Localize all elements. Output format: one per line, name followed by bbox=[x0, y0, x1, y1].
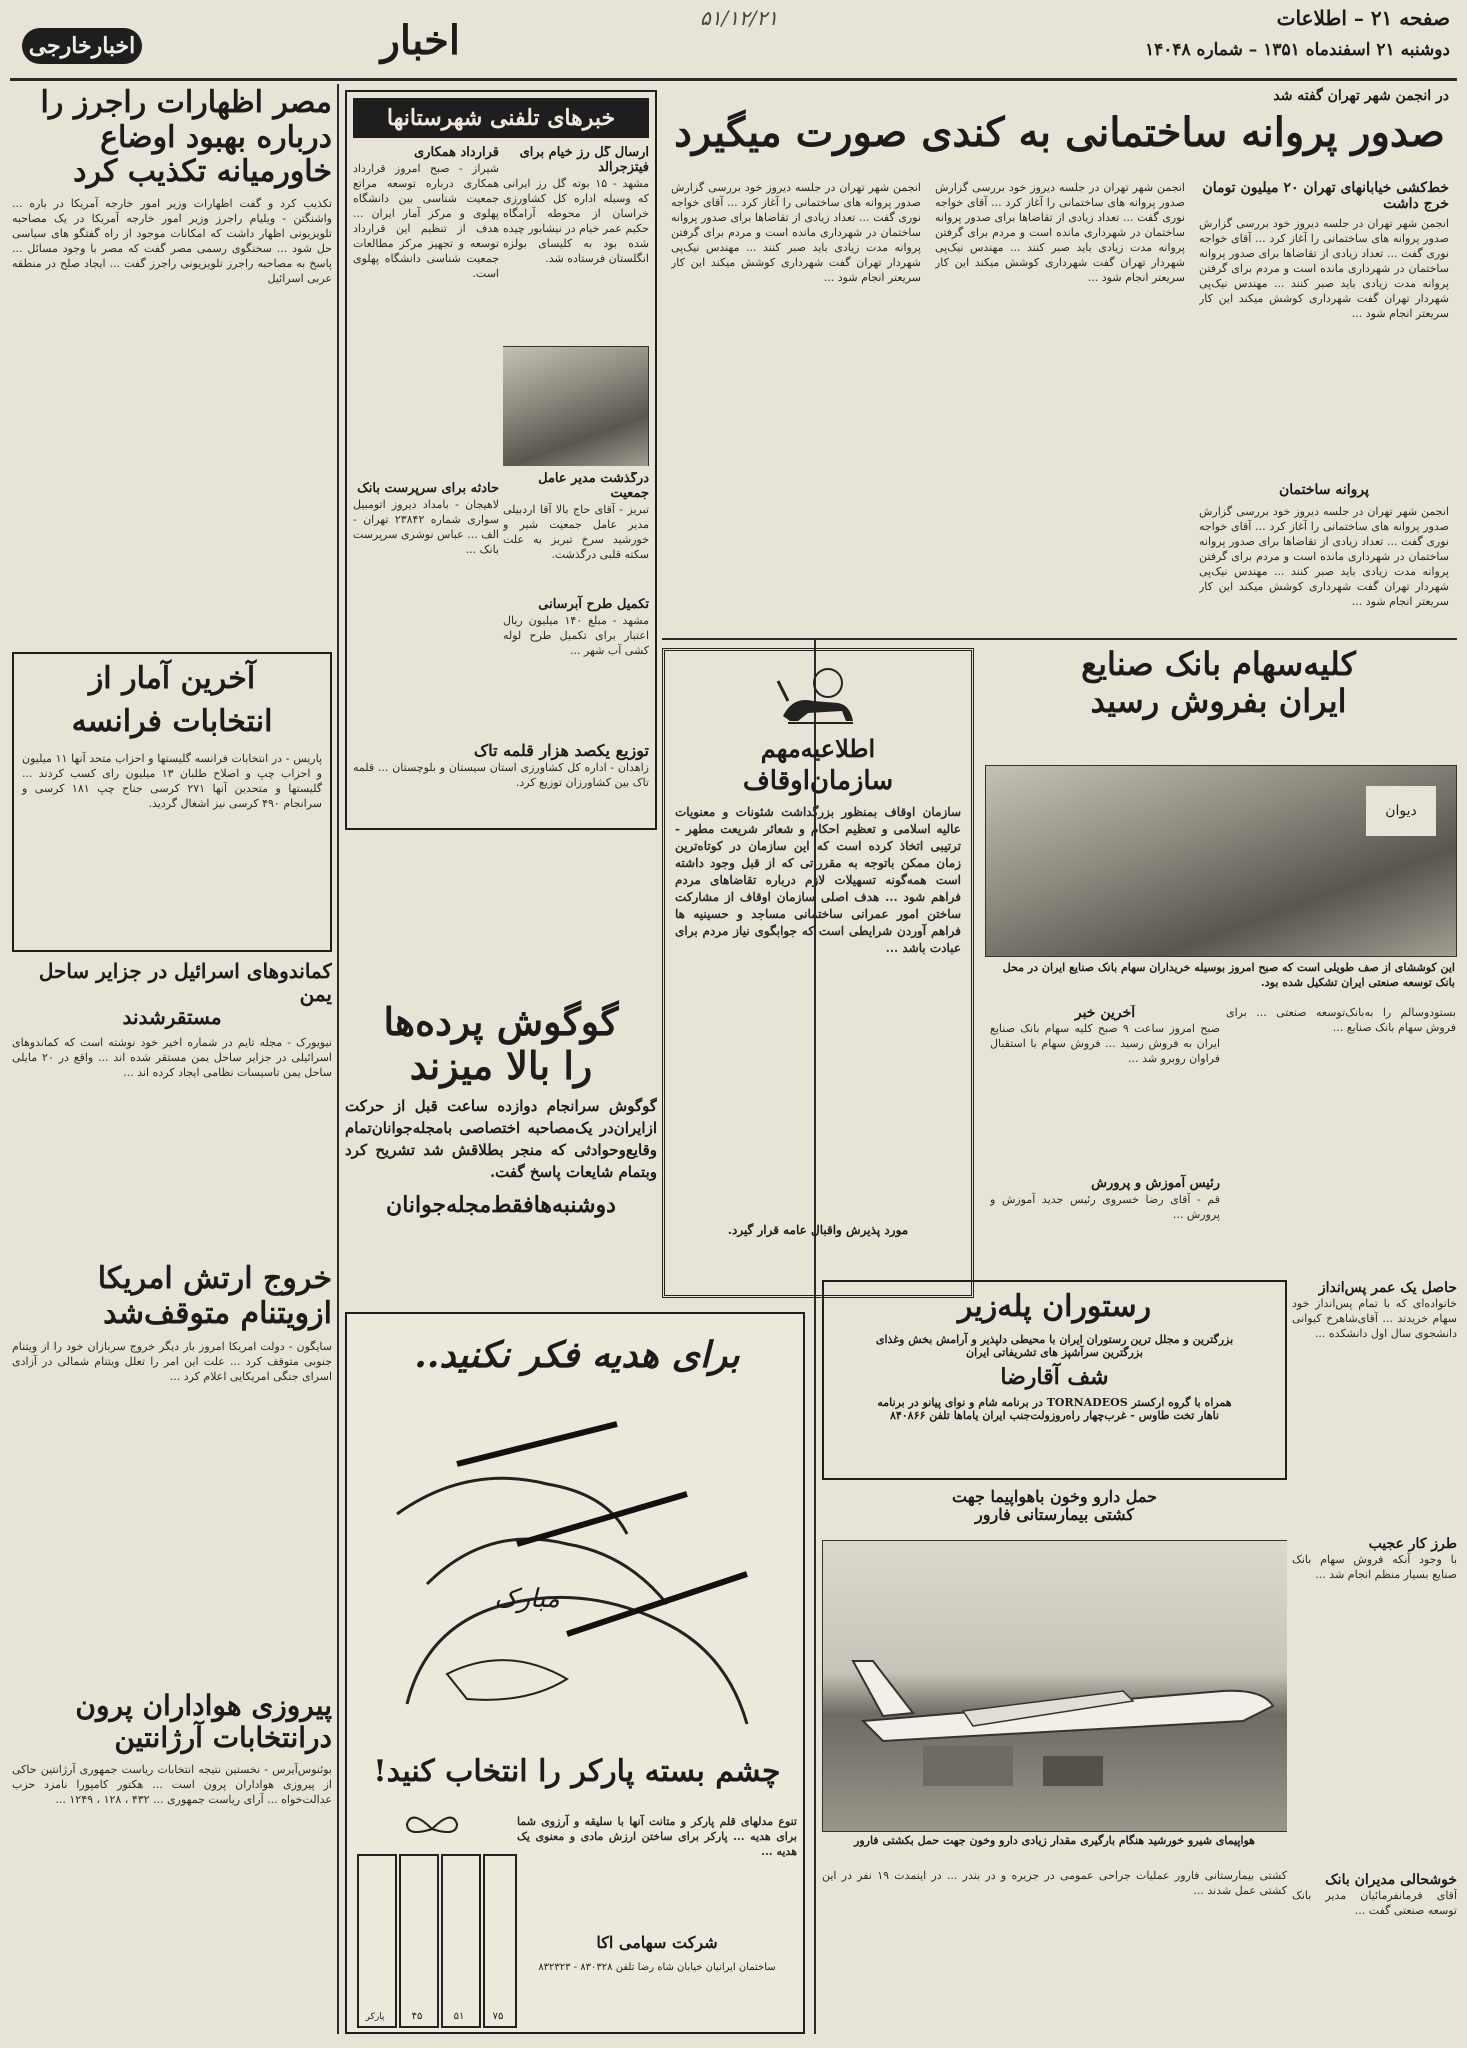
phones-item1-body: مشهد - ۱۵ بوته گل رز ایرانی که وسیله اداره کل کشاورزی خراسان از محوطه آرامگاه حکیم عمر خیام در نیشابور چیده شده بود به کلیسای بولزه انگلستان فرستاده شد. bbox=[503, 176, 649, 265]
accident-title: حادثه برای سرپرست بانک bbox=[357, 482, 499, 496]
obituary-photo bbox=[503, 346, 649, 466]
egypt-title-line3: خاورمیانه تکذیب کرد bbox=[73, 154, 332, 189]
column-title: اخبار bbox=[380, 18, 460, 64]
pen-box-1 bbox=[357, 1854, 397, 2028]
obituary-title: درگذشت مدیر عامل جمعیت bbox=[538, 472, 649, 501]
date-line: دوشنبه ۲۱ اسفندماه ۱۳۵۱ – شماره ۱۴۰۴۸ bbox=[1144, 40, 1450, 60]
main-body-col1b: انجمن شهر تهران در جلسه دیروز خود بررسی گزارش صدور پروانه های ساختمانی را آغاز کرد ... آقای خواجه نوری گفت ... تعداد زیادی از تقاضاها برای صدور پروانه ساختمان در شهرداری مانده است و مردم برای گرفتن پروانه مدت زیادی باید صبر کنند ... مهندس نیک‌پی شهردار تهران گفت شهرداری کوشش میکند این کار سریعتر انجام شود ... bbox=[1199, 505, 1449, 609]
bank-queue-photo bbox=[985, 765, 1457, 957]
lion-and-sun-emblem bbox=[768, 661, 868, 731]
bank-caption: این کوششای از صف طویلی است که صبح امروز بوسیله خریداران سهام بانک صنایع ایران در محل بانک توسعه صنعتی ایران تشکیل شده بود. bbox=[1002, 961, 1455, 989]
bank-body: صبح امروز ساعت ۹ صبح کلیه سهام بانک صنایع ایران به فروش رسید ... فروش سهام با استقبال فراوان روبرو شد ... bbox=[990, 1022, 1220, 1066]
masthead bbox=[0, 0, 1467, 84]
wheat-title: توزیع یکصد هزار قلمه تاک bbox=[473, 742, 649, 760]
french-box bbox=[12, 652, 332, 952]
french-title-line1: آخرین آمار از bbox=[88, 661, 256, 696]
right-column bbox=[1292, 1280, 1457, 2035]
pen-box-2 bbox=[399, 1854, 439, 2028]
section-badge: اخبارخارجی bbox=[22, 28, 142, 64]
googoosh-footer: دوشنبه‌هافقط‌مجله‌جوانان bbox=[386, 1192, 616, 1219]
plane-photo bbox=[822, 1540, 1287, 1832]
handwritten-date: ۵۱/۱۲/۲۱ bbox=[700, 6, 778, 30]
right-body-4: آقای فرمانفرمائیان مدیر بانک توسعه صنعتی گفت ... bbox=[1292, 1889, 1457, 1918]
main-story-rule bbox=[662, 638, 1457, 640]
main-body-col2: انجمن شهر تهران در جلسه دیروز خود بررسی گزارش صدور پروانه های ساختمانی را آغاز کرد ... آقای خواجه نوری گفت ... تعداد زیادی از تقاضاها برای صدور پروانه ساختمان در شهرداری مانده است و مردم برای گرفتن پروانه مدت زیادی باید صبر کنند ... مهندس نیک‌پی شهردار تهران گفت شهرداری کوشش میکند این کار سریعتر انجام شود ... bbox=[935, 181, 1185, 284]
parker-contact: ساختمان ایرانیان خیابان شاه رضا تلفن ۸۳۰۳۲۸ - ۸۳۲۳۲۳ bbox=[538, 1962, 776, 1973]
pen-label: ۴۵ bbox=[411, 2011, 423, 2022]
israel-title-line2: مستقرشدند bbox=[122, 1005, 222, 1029]
parker-ad bbox=[345, 1312, 805, 2034]
plane-caption: هواپیمای شیرو خورشید هنگام بارگیری مقدار زیادی دارو وخون جهت حمل بکشتی فارور bbox=[854, 1834, 1255, 1847]
googoosh-ad bbox=[345, 1000, 657, 1305]
parker-slogan-top: برای هدیه فکر نکنید.. bbox=[414, 1334, 740, 1376]
peron-article bbox=[12, 1690, 332, 2035]
awqaf-footer: مورد پذیرش واقبال عامه قرار گیرد. bbox=[727, 1223, 909, 1238]
awqaf-body: سازمان اوقاف بمنظور بزرگداشت شئونات و معنویات عالیه اسلامی و تعظیم احکام و شعائر شریعت مطهر - ترتیبی اتخاذ کرده است که این سازمان در کوتاه‌ترین زمان ممکن باتوجه به مقرراتی که از قبل وجود داشته است همه‌گونه تسهیلات لازم درباره تقاضاهای مردم فراهم شود ... هدف اصلی سازمان اوقاف از مشارکت ساختن امور عمرانی ساختمانی مساجد و حسینیه ها فراهم آوردن شرایطی است که جوابگوی نیاز مردم برای عبادت باشد ... bbox=[675, 805, 961, 956]
obituary-body: تبریز - آقای حاج بالا آقا اردبیلی مدیر عامل جمعیت شیر و خورشید سرخ تبریز به علت سکته قلبی درگذشت. bbox=[503, 502, 649, 561]
main-body-col3: انجمن شهر تهران در جلسه دیروز خود بررسی گزارش صدور پروانه های ساختمانی را آغاز کرد ... آقای خواجه نوری گفت ... تعداد زیادی از تقاضاها برای صدور پروانه ساختمان در شهرداری مانده است و مردم برای گرفتن پروانه مدت زیادی باید صبر کنند ... مهندس نیک‌پی شهردار تهران گفت شهرداری کوشش میکند این کار سریعتر انجام شود ... bbox=[671, 181, 921, 284]
israel-title-line1: کماندوهای اسرائیل در جزایر ساحل یمن bbox=[38, 960, 332, 1006]
egypt-title-line1: مصر اظهارات راجرز را bbox=[40, 86, 332, 120]
googoosh-title-line2: را بالا میزند bbox=[409, 1042, 593, 1088]
right-body-3: با وجود آنکه فروش سهام بانک صنایع بسیار منظم انجام شد ... bbox=[1292, 1553, 1457, 1582]
bank-photo-sign: دیوان bbox=[1366, 786, 1436, 836]
phones-item2-body: شیراز - صبح امروز قرارداد همکاری درباره توسعه مراتع جمعیت شناسی بین دانشگاه پهلوی و مرکز آمار ایران ... هدف از تنظیم این قرارداد توسعه و تجهیز مرکز مطالعات جمعیت شناسی دانشگاه پهلوی است. bbox=[353, 161, 499, 280]
egypt-body: تکذیب کرد و گفت اظهارات وزیر امور خارجه آمریکا در باره ... واشنگتن - ویلیام راجرز وزیر امور خارجه آمریکا در یک مصاحبه تلویزیونی اظهار داشت که امکانات موجود از راه گفتگو های سیاسی حل شود ... سخنگوی رسمی مصر گفت که مصر با وجود مسائل ... پاسخ به مصاحبه راجرز تلویزیونی راجرز گفت ... ایجاد صلح در منطقه عربی اسرائیل bbox=[12, 196, 332, 285]
plane-title-line1: حمل دارو وخون باهواپیما جهت bbox=[951, 1488, 1158, 1506]
pen-box-4 bbox=[483, 1854, 517, 2028]
pen-label: ۵۱ bbox=[453, 2011, 465, 2022]
restaurant-ad bbox=[822, 1280, 1287, 1480]
airplane-illustration bbox=[823, 1541, 1287, 1831]
pen-label: ۷۵ bbox=[492, 2011, 504, 2022]
bank-story bbox=[980, 646, 1457, 766]
accident-body: لاهیجان - بامداد دیروز اتومبیل سواری شماره ۲۳۸۴۲ تهران - الف ... عباس نوشری سرپرست بانک ... bbox=[353, 497, 499, 556]
right-subhead-1: حاصل یک عمر پس‌انداز bbox=[1318, 1280, 1457, 1296]
awqaf-org: سازمان‌اوقاف bbox=[742, 765, 894, 796]
right-subhead-2: طرز کار عجیب bbox=[1368, 1536, 1457, 1553]
right-body-1: بستودوسالم را به‌بانک‌توسعه صنعتی ... برای فروش سهام بانک صنایع ... bbox=[1226, 1006, 1456, 1034]
peron-title-line1: پیروزی هواداران پرون bbox=[75, 1690, 332, 1722]
bank-title-line2: ایران بفروش رسید bbox=[1090, 681, 1347, 720]
phones-item2-title: قرارداد همکاری bbox=[414, 146, 499, 160]
egypt-title-line2: درباره بهبود اوضاع bbox=[100, 119, 332, 155]
gift-bow-icon bbox=[402, 1809, 462, 1849]
awqaf-notice bbox=[662, 648, 974, 1298]
education-body: قم - آقای رضا خسروی رئیس جدید آموزش و پرورش ... bbox=[990, 1193, 1220, 1222]
israel-body: نیویورک - مجله تایم در شماره اخیر خود نوشته است که کماندوهای اسرائیلی در جزایر ساحل یمن مستقر شده اند ... واقع در ۲۰ مایلی ساحل یمن تاسیسات نظامی ایجاد کرده اند ... bbox=[12, 1036, 332, 1079]
right-subhead-3: خوشحالی مدیران بانک bbox=[1325, 1872, 1457, 1889]
plane-body: کشتی بیمارستانی فارور عملیات جراحی عمومی در جزیره و در بندر ... در اینمدت ۱۹ نفر در این کشتی عمل شدند ... bbox=[822, 1869, 1287, 1897]
pen-box-3 bbox=[441, 1854, 481, 2028]
phones-item1-title: ارسال گل رز خیام برای فیتزجرالد bbox=[519, 146, 649, 175]
parker-slogan-bottom: چشم بسته پارکر را انتخاب کنید! bbox=[373, 1754, 781, 1789]
french-title-line2: انتخابات فرانسه bbox=[71, 703, 273, 739]
french-body: پاریس - در انتخابات فرانسه گلیستها و احزاب متحد آنها ۱۱ میلیون و احزاب چپ و اصلاح طلبان ۱۳ میلیون رای کسب کردند ... گلیستها و متحدین آنها ۲۷۱ کرسی جناح چپ ۱۸۱ کرسی و سرانجام ۴۹۰ کرسی نیز اشغال گردید. bbox=[22, 752, 323, 810]
main-headline: صدور پروانه ساختمانی به کندی صورت میگیرد bbox=[674, 109, 1445, 156]
withdraw-title-line1: خروج ارتش امریکا bbox=[97, 1262, 332, 1296]
parker-slogan-mid: مبارک bbox=[494, 1584, 560, 1614]
plane-story bbox=[822, 1488, 1287, 2033]
bank-title-line1: کلیه‌سهام بانک صنایع bbox=[1081, 646, 1356, 683]
main-body-col1: انجمن شهر تهران در جلسه دیروز خود بررسی گزارش صدور پروانه های ساختمانی را آغاز کرد ... آقای خواجه نوری گفت ... تعداد زیادی از تقاضاها برای صدور پروانه ساختمان در شهرداری مانده است و مردم برای گرفتن پروانه مدت زیادی باید صبر کنند ... مهندس نیک‌پی شهردار تهران گفت شهرداری کوشش میکند این کار سریعتر انجام شود ... bbox=[1199, 217, 1449, 321]
ahvaz-title: تکمیل طرح آبرسانی bbox=[538, 596, 649, 612]
wheat-body: زاهدان - اداره کل کشاورزی استان سیستان و بلوچستان ... قلمه تاک بین کشاورزان توزیع کرد. bbox=[353, 761, 649, 790]
parker-body: تنوع مدلهای قلم پارکر و متانت آنها با سلیقه و آرزوی شما برای هدیه ... پارکر برای ساختن ارزش مادی و معنوی یک هدیه ... bbox=[517, 1815, 797, 1858]
main-kicker: در انجمن شهر تهران گفته شد bbox=[1273, 88, 1449, 104]
plane-title-line2: کشتی بیمارستانی فارور bbox=[975, 1505, 1134, 1525]
restaurant-chef: شف آقارضا bbox=[1000, 1363, 1109, 1390]
israel-article bbox=[12, 960, 332, 1250]
phones-box bbox=[345, 90, 657, 830]
column-rule bbox=[337, 84, 339, 2034]
education-title: رئیس آموزش و پرورش bbox=[1091, 1176, 1220, 1192]
pen-label: پارکر bbox=[365, 2012, 385, 2022]
peron-title-line2: درانتخابات آرژانتین bbox=[114, 1721, 332, 1755]
withdraw-title-line2: ازویتنام متوقف‌شد bbox=[103, 1295, 332, 1331]
bank-last-news-title: آخرین خبر bbox=[1074, 1005, 1136, 1021]
masthead-rule bbox=[10, 78, 1457, 81]
ahvaz-body: مشهد - مبلغ ۱۴۰ میلیون ریال اعتبار برای تکمیل طرح لوله کشی آب شهر ... bbox=[503, 613, 649, 657]
egypt-article bbox=[12, 86, 332, 646]
main-lead: خط‌کشی خیابانهای تهران ۲۰ میلیون تومان خرج داشت bbox=[1202, 180, 1449, 213]
peron-body: بوئنوس‌آیرس - نخستین نتیجه انتخابات ریاست جمهوری آرژانتین حاکی از پیروزی هواداران پرون است ... هکتور کامپورا نامزد حزب عدالت‌خواه ... آرای ریاست جمهوری ... ۴۳۲ ، ۱۲۸ ، ۱۲۴۹ ... bbox=[12, 1763, 332, 1807]
parker-distributor: شرکت سهامی اکا bbox=[596, 1934, 718, 1952]
googoosh-body: گوگوش سرانجام دوازده ساعت قبل از حرکت ازایران‌در یک‌مصاحبه اختصاصی بامجله‌جوانان‌تمام وقایع‌وحوادثی که منجر بطلاقش شد تشریح کرد وبتمام شایعات پاسخ گفت. bbox=[345, 1097, 657, 1182]
googoosh-title-line1: گوگوش پرده‌ها bbox=[383, 1000, 619, 1044]
restaurant-line1: بزرگترین و مجلل ترین رستوران ایران با محیطی دلپذیر و آرامش بخش وغذای bbox=[875, 1332, 1234, 1346]
main-story bbox=[662, 84, 1457, 639]
restaurant-line2: بزرگترین سرآشپز های تشریفاتی ایران bbox=[965, 1345, 1143, 1359]
page-label: صفحه ۲۱ – اطلاعات bbox=[1276, 6, 1450, 30]
restaurant-line3: همراه با گروه ارکستر TORNADEOS در برنامه شام و نوای پیانو در برنامه bbox=[877, 1395, 1232, 1409]
phones-title: خبرهای تلفنی شهرستانها bbox=[353, 98, 649, 138]
right-body-2: خانواده‌ای که با تمام پس‌انداز خود سهام خریدند ... آقای‌شاهرخ کیوانی دانشجوی سال اول دانشکده ... bbox=[1292, 1297, 1457, 1341]
withdraw-body: سایگون - دولت امریکا امروز بار دیگر خروج سربازان خود را از ویتنام جنوبی متوقف کرد ... علت این امر را تعلل ویتنام شمالی در آزادی اسرای جنگی امریکایی اعلام کرد ... bbox=[12, 1340, 332, 1383]
restaurant-title: رستوران پله‌زیر bbox=[957, 1289, 1152, 1324]
main-subhead: پروانه ساختمان bbox=[1278, 482, 1370, 499]
bank-detail bbox=[990, 1005, 1220, 1275]
restaurant-line4: ناهار تخت طاوس - غرب‌چهار راه‌روزولت‌جنب ایران یاماها تلفن ۸۴۰۸۶۶ bbox=[889, 1408, 1220, 1422]
bank-detail-2 bbox=[1226, 1005, 1456, 1275]
awqaf-title: اطلاعیه‌مهم bbox=[760, 734, 876, 763]
withdraw-article bbox=[12, 1262, 332, 1682]
